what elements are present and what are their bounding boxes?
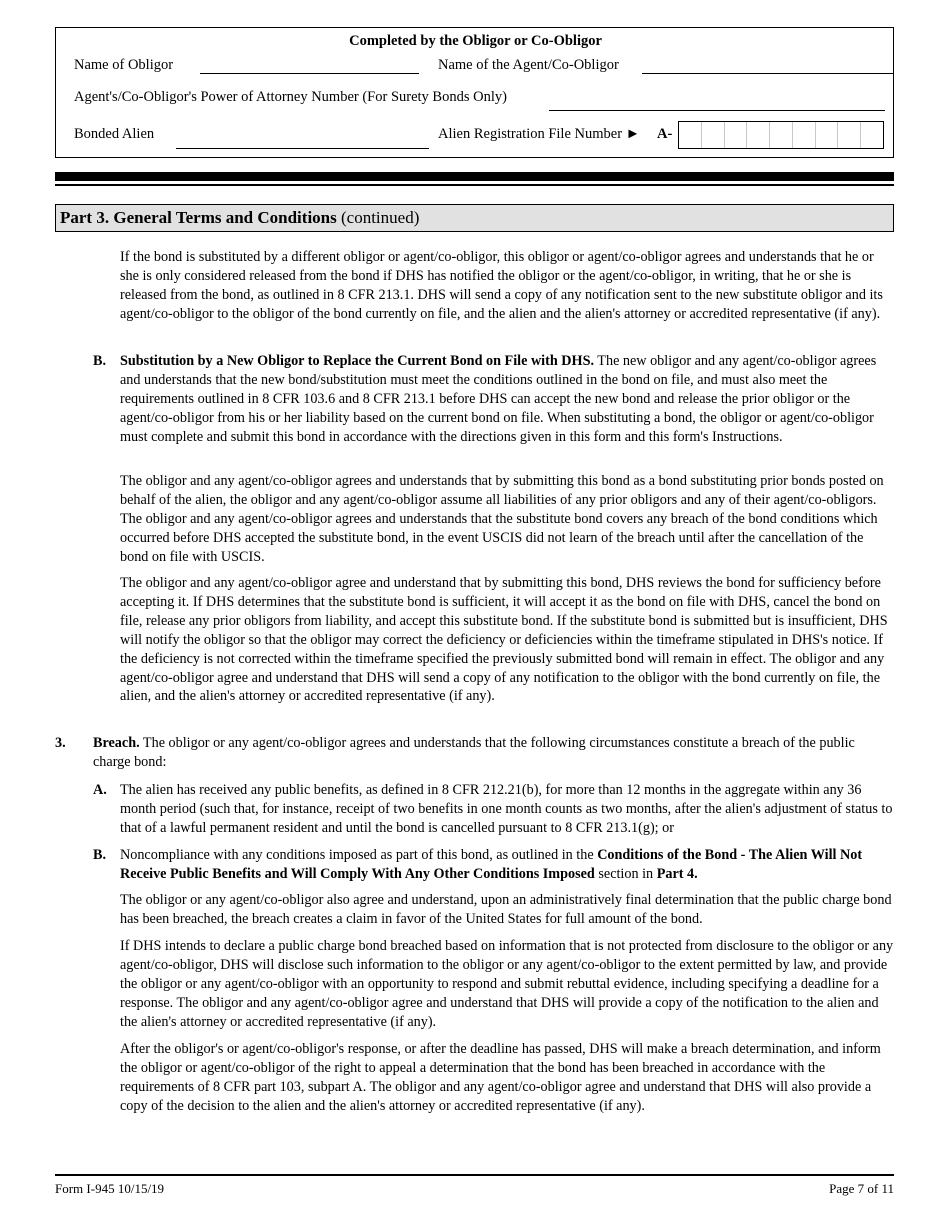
footer-rule (55, 1174, 894, 1176)
alien-registration-label: Alien Registration File Number ► (438, 126, 641, 142)
section-divider-thick (55, 172, 894, 181)
section-3-marker: 3. (55, 735, 66, 751)
part-3-title: Part 3. General Terms and Conditions (60, 208, 337, 227)
item-b-paragraph-2: The obligor and any agent/co-obligor agrees and understands that by submitting this bond as a bond substituting prior bonds posted on behalf of the alien, the obligor and any agent/co-obligor assume all liabilities of any prior obligors and any of their agent/co-obligors. The obligor and any agent/co-obligor agrees and understands that the substitute bond covers any breach of the bond conditions which occurred before DHS accepted the substitute bond, in the event USCIS did not learn of the breach until after the cancellation of the bond on file with USCIS. (120, 473, 884, 565)
section-divider-thin (55, 184, 894, 186)
name-of-obligor-label: Name of Obligor (74, 57, 174, 73)
item-3a-paragraph: The alien has received any public benefits, as defined in 8 CFR 212.21(b), for more than 12 months in the aggregate within any 36 month period (such that, for instance, receipt of two benefits in one month counts as two months, after the alien's adjustment of status to that of a lawful permanent resident and until the bond is cancelled pursuant to 8 CFR 213.1(g); or (120, 782, 893, 836)
item-b-marker: B. (93, 353, 107, 369)
alien-number-prefix: A- (657, 126, 673, 142)
name-of-agent-label: Name of the Agent/Co-Obligor (438, 57, 619, 73)
item-3b-paragraph-4: After the obligor's or agent/co-obligor's response, or after the deadline has passed, DHS will make a breach determination, and inform the obligor or agent/co-obligor of the right to appeal a determination that the bond has been breached in accordance with the requirements of 8 CFR part 103, subpart A. The obligor and any agent/co-obligor agree and understand that DHS will also provide a copy of the decision to the alien and the alien's attorney or accredited representative (if any). (120, 1041, 881, 1114)
header-title: Completed by the Obligor or Co-Obligor (349, 33, 602, 49)
poa-number-field[interactable] (549, 110, 885, 111)
item-3b-paragraph-3: If DHS intends to declare a public charge bond breached based on information that is not protected from disclosure to the obligor or any agent/co-obligor, DHS will disclose such information to the obligor or any agent/co-obligor to the extent permitted by law, and provide the obligor or any agent/co-obligor with an opportunity to respond and submit rebuttal evidence, including specifying a deadline for a response. The obligor and any agent/co-obligor agree and understand that DHS will provide a copy of the notification to the alien and the alien's attorney or accredited representative (if any). (120, 938, 894, 1030)
section-3-text: The obligor or any agent/co-obligor agrees and understands that the following circumstances constitute a breach of the public charge bond: (93, 735, 855, 770)
item-b-heading: Substitution by a New Obligor to Replace the Current Bond on File with DHS. (120, 353, 595, 369)
item-3b-text-1: Noncompliance with any conditions imposed as part of this bond, as outlined in the (120, 847, 598, 863)
item-b-paragraph (120, 352, 894, 447)
item-3b-bold-2: Part 4. (656, 865, 698, 882)
bonded-alien-label: Bonded Alien (74, 126, 155, 142)
alien-number-input[interactable] (678, 121, 884, 149)
name-of-agent-field[interactable] (642, 73, 894, 74)
item-3b-paragraph-2: The obligor or any agent/co-obligor also agree and understand, upon an administratively final determination that the public charge bond has been breached, the breach creates a claim in favor of the United States for full amount of the bond. (120, 892, 892, 927)
poa-number-label: Agent's/Co-Obligor's Power of Attorney Number (For Surety Bonds Only) (74, 89, 507, 105)
item-3b-paragraph (120, 846, 894, 884)
section-3-heading: Breach. (93, 735, 140, 751)
part-3-continued: (continued) (336, 208, 420, 227)
page-number: Page 7 of 11 (829, 1181, 894, 1196)
part-3-header (55, 204, 894, 232)
bonded-alien-field[interactable] (176, 148, 429, 149)
item-3b-bold-1: Conditions of the Bond - The Alien Will Not Receive Public Benefits and Will Comply With Any Other Conditions Imposed (120, 847, 863, 882)
intro-paragraph: If the bond is substituted by a different obligor or agent/co-obligor, this obligor or agent/co-obligor agrees and understands that he or she is only considered released from the bond if DHS has notified the obligor or the agent/co-obligor, in writing, that he or she is released from the bond, as outlined in 8 CFR 213.1. DHS will send a copy of any notification sent to the new substitute obligor and its agent/co-obligor to the obligor of the bond currently on file, and the alien and the alien's attorney or accredited representative (if any). (120, 249, 883, 322)
item-b-paragraph-3: The obligor and any agent/co-obligor agree and understand that by submitting this bond, DHS reviews the bond for sufficiency before accepting it. If DHS determines that the substitute bond is sufficient, it will accept it as the bond on file with DHS, cancel the bond on file, release any prior obligors from liability, and accept this substitute bond. If the substitute bond is submitted but is insufficient, DHS will notify the obligor so that the obligor may correct the deficiency or deficiencies within the timeframe stipulated in DHS's notice. If the deficiency is not corrected within the timeframe specified the previously submitted bond will remain in effect. The obligor and any agent/co-obligor agree and understand that DHS will send a copy of any notification to the obligor with the bond currently on file, the alien, and the alien's attorney or accredited representative (if any). (120, 575, 888, 705)
name-of-obligor-field[interactable] (200, 73, 419, 74)
section-3-paragraph (93, 734, 894, 772)
item-b-text: The new obligor and any agent/co-obligor agrees and understands that the new bond/substitution must meet the conditions outlined in the bond on file, and must also meet the requirements outlined in 8 CFR 103.6 and 8 CFR 213.1 before DHS can accept the new bond and release the prior obligor or the agent/co-obligor from his or her liability based on the current bond on file. When substituting a bond, the obligor or agent/co-obligor must complete and submit this bond in accordance with the directions given in this form and this form's Instructions. (120, 353, 877, 445)
form-identifier: Form I-945 10/15/19 (55, 1181, 165, 1196)
item-3a-marker: A. (93, 782, 107, 798)
item-3b-text-2: section in (594, 865, 657, 882)
item-3b-marker: B. (93, 847, 107, 863)
